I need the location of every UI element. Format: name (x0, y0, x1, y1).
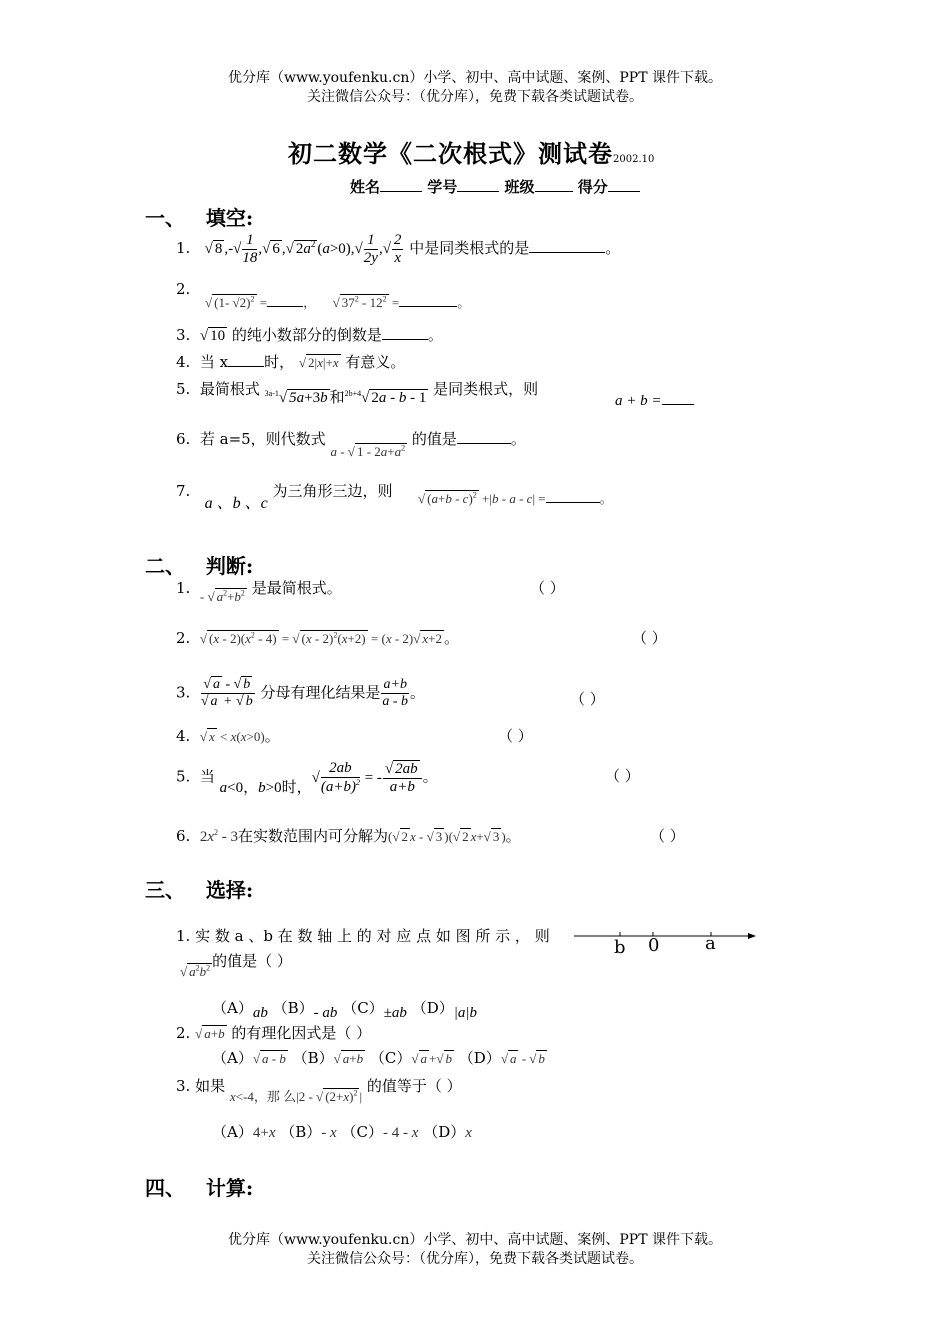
judge-bracket-1[interactable]: （ ） (530, 579, 565, 597)
section-choice-number: 三、 (145, 878, 185, 902)
fill-q5-answer: a + b = (615, 390, 694, 410)
name-blank[interactable] (380, 177, 422, 192)
choice-question-2: 2. √ a+b 的有理化因式是（ ） (176, 1024, 372, 1042)
judge-question-1: 1. - √ $a^2+b^2$ 是最简根式。 (176, 579, 342, 604)
choice-q3-mid: 那 么 (266, 1089, 297, 1104)
option-b[interactable]: （B） (280, 1123, 322, 1141)
number-line-arrow (748, 933, 756, 939)
section-judge (145, 550, 253, 579)
number-line-label-0: 0 (648, 935, 660, 956)
section-fill (145, 202, 253, 231)
judge-bracket-3[interactable]: （ ） (570, 690, 605, 708)
judge-q1-text: 是最简根式。 (251, 579, 342, 597)
id-blank[interactable] (457, 177, 499, 192)
judge-q3-text: 分母有理化结果是 (260, 683, 381, 702)
fill-q5-pre: 最简根式 (199, 380, 260, 398)
fill-question-3: 3. √ 10 的纯小数部分的倒数是 。 (176, 326, 443, 344)
fill-q1-text: 中是同类根式的是 (409, 239, 530, 258)
fill-question-1: 1. √ 8 ,-√ $\frac{1}{18}$ ,√ 6 ,√ $2a^2$ (a>0),√ $\frac{1}{2y}$ ,√ $\frac{2}{x}$ 中是同类根式的是 。 (176, 232, 621, 267)
name-label: 姓名 (350, 178, 381, 196)
judge-question-5: 5. 当 a<0，b>0时，√ $\frac{2ab}{(a+b)^2}$ = - $\frac{√ 2ab}{a+b}$ 。 (176, 760, 438, 796)
choice-q2-text: 的有理化因式是（ ） (231, 1024, 372, 1042)
judge-question-4: 4. √ x < x(x>0)。 (176, 727, 280, 745)
answer-blank[interactable] (662, 390, 694, 405)
judge-q5-pre: 当 (199, 767, 215, 786)
option-b[interactable]: （B） (292, 1049, 334, 1067)
answer-blank[interactable] (457, 429, 511, 444)
option-a[interactable]: （A） (212, 1049, 253, 1067)
option-c[interactable]: （C） (369, 1049, 412, 1067)
number-line-svg (572, 932, 756, 962)
section-judge-name: 判断: (205, 554, 254, 578)
answer-blank[interactable] (546, 488, 600, 503)
class-blank[interactable] (535, 177, 573, 192)
student-info (350, 176, 640, 197)
choice-q3-options: （A）4+x （B）- x （C）- 4 - x （D）x (212, 1123, 472, 1141)
section-choice-name: 选择: (205, 878, 254, 902)
option-a[interactable]: （A） (212, 1123, 253, 1141)
judge-question-3: 3. $\frac{√ a - √ b}{√ a + √ b}$ 分母有理化结果是 $\frac{a+b}{a - b}$ 。 (176, 677, 425, 710)
answer-blank[interactable] (399, 292, 457, 307)
section-calc-number: 四、 (145, 1176, 185, 1200)
fill-q4-post: 有意义。 (345, 353, 406, 371)
number-line (572, 932, 756, 962)
fill-q3-text: 的纯小数部分的倒数是 (231, 326, 382, 344)
id-label: 学号 (427, 178, 458, 196)
judge-question-6: 6. $2x^2 - 3$在实数范围内可分解为(√ 2 x - √ 3 )(√ 2 x+√ 3 )。 (176, 827, 521, 845)
fill-q2-expr: √ (1- √2)$^2$ = ， √ $37^2 - 12^2$ = 。 (205, 292, 470, 311)
option-a[interactable]: （A） (212, 999, 253, 1017)
fill-q5-and: 和 (329, 390, 345, 406)
number-line-label-b: b (614, 937, 626, 958)
answer-blank[interactable] (529, 238, 605, 253)
footer-line-1: 优分库（www.youfenku.cn）小学、初中、高中试题、案例、PPT 课件下载。 (227, 1232, 722, 1248)
math-expr: √ 8 ,-√ $\frac{1}{18}$ ,√ 6 ,√ $2a^2$ (a>0),√ $\frac{1}{2y}$ ,√ $\frac{2}{x}$ (204, 232, 402, 267)
option-b[interactable]: （B） (272, 999, 314, 1017)
title-text: 初二数学《二次根式》测试卷 (288, 139, 613, 168)
header-line-2: 关注微信公众号：（优分库），免费下载各类试题试卷。 (307, 89, 643, 105)
answer-blank[interactable] (382, 325, 428, 340)
option-c[interactable]: （C） (342, 999, 384, 1017)
section-fill-number: 一、 (145, 206, 185, 230)
choice-question-3: 3. 如果 x<-4，那 么|2 - √ $(2+x)^2$ | 的值等于（ ） (176, 1077, 462, 1104)
fill-q6-post: 的值是 (411, 430, 457, 448)
class-label: 班级 (504, 178, 535, 196)
fill-question-5: 5. 最简根式 $^{3a-1}$√ 5a+3b 和$^{2b+4}$√ 2a - b - 1 是同类根式，则 (176, 380, 539, 406)
number-line-label-a: a (705, 933, 716, 954)
fill-q4-pre: 当 x (199, 353, 229, 371)
choice-q1-value: √ $a^2b^2$ 的值是（ ） (180, 952, 292, 979)
option-d[interactable]: （D） (458, 1049, 501, 1067)
fill-question-2: 2. (176, 280, 191, 298)
choice-q1-value-text: 的值是（ ） (212, 952, 292, 970)
score-blank[interactable] (608, 177, 640, 192)
judge-question-2: 2. √ $(x - 2)(x^2 - 4)$ = √ (x - 2)$^2$(x+2) = (x - 2)√ x+2 。 (176, 629, 460, 647)
option-d[interactable]: （D） (423, 1123, 466, 1141)
title-date: 2002.10 (613, 154, 655, 165)
score-label: 得分 (577, 178, 608, 196)
fill-q7-expr: √ $(a+b - c)^2 +|b - a - c|$ = 。 (418, 488, 613, 507)
judge-q5-mid: 时， (281, 777, 312, 796)
choice-q3-pre: 如果 (195, 1077, 226, 1095)
fill-q4-mid: 时， (264, 353, 295, 371)
fill-question-7: 7. a 、b 、c 为三角形三边，则 (176, 482, 393, 512)
page-title (288, 134, 654, 169)
choice-q1-text: 实 数 a 、b 在 数 轴 上 的 对 应 点 如 图 所 示 ， 则 (195, 927, 550, 945)
choice-q3-post: 的值等于（ ） (366, 1077, 462, 1095)
footer-line-2: 关注微信公众号：（优分库），免费下载各类试题试卷。 (307, 1251, 643, 1267)
fill-q7-post: 为三角形三边，则 (272, 482, 393, 500)
option-c[interactable]: （C） (341, 1123, 383, 1141)
choice-q1-options: （A）ab （B）- ab （C）±ab （D）|a|b (212, 999, 477, 1021)
header-line-1: 优分库（www.youfenku.cn）小学、初中、高中试题、案例、PPT 课件下载。 (227, 70, 722, 86)
answer-blank[interactable] (267, 292, 303, 307)
fill-q5-post: 是同类根式，则 (433, 380, 539, 398)
option-d[interactable]: （D） (411, 999, 454, 1017)
section-judge-number: 二、 (145, 554, 185, 578)
judge-bracket-6[interactable]: （ ） (650, 827, 685, 845)
fill-q6-pre: 若 a=5，则代数式 (199, 430, 326, 448)
judge-q6-text: 在实数范围内可分解为 (238, 827, 389, 845)
section-choice (145, 874, 253, 903)
judge-bracket-4[interactable]: （ ） (498, 727, 533, 745)
choice-q2-options: （A）√ a - b （B）√ a+b （C）√ a +√ b （D）√ a - √ b (212, 1049, 545, 1067)
judge-bracket-2[interactable]: （ ） (632, 629, 667, 647)
fill-question-6: 6. 若 a=5，则代数式 a - √ $1 - 2a+a^2$ 的值是 。 (176, 430, 526, 459)
choice-question-1: 1. 实 数 a 、b 在 数 轴 上 的 对 应 点 如 图 所 示 ， 则 (176, 927, 550, 945)
judge-bracket-5[interactable]: （ ） (605, 767, 640, 785)
section-fill-name: 填空: (205, 206, 254, 230)
answer-blank[interactable] (228, 352, 264, 367)
section-calc-name: 计算: (205, 1176, 254, 1200)
section-calc (145, 1172, 253, 1201)
fill-question-4: 4. 当 x 时， √ 2|x|+x 有意义。 (176, 353, 406, 371)
